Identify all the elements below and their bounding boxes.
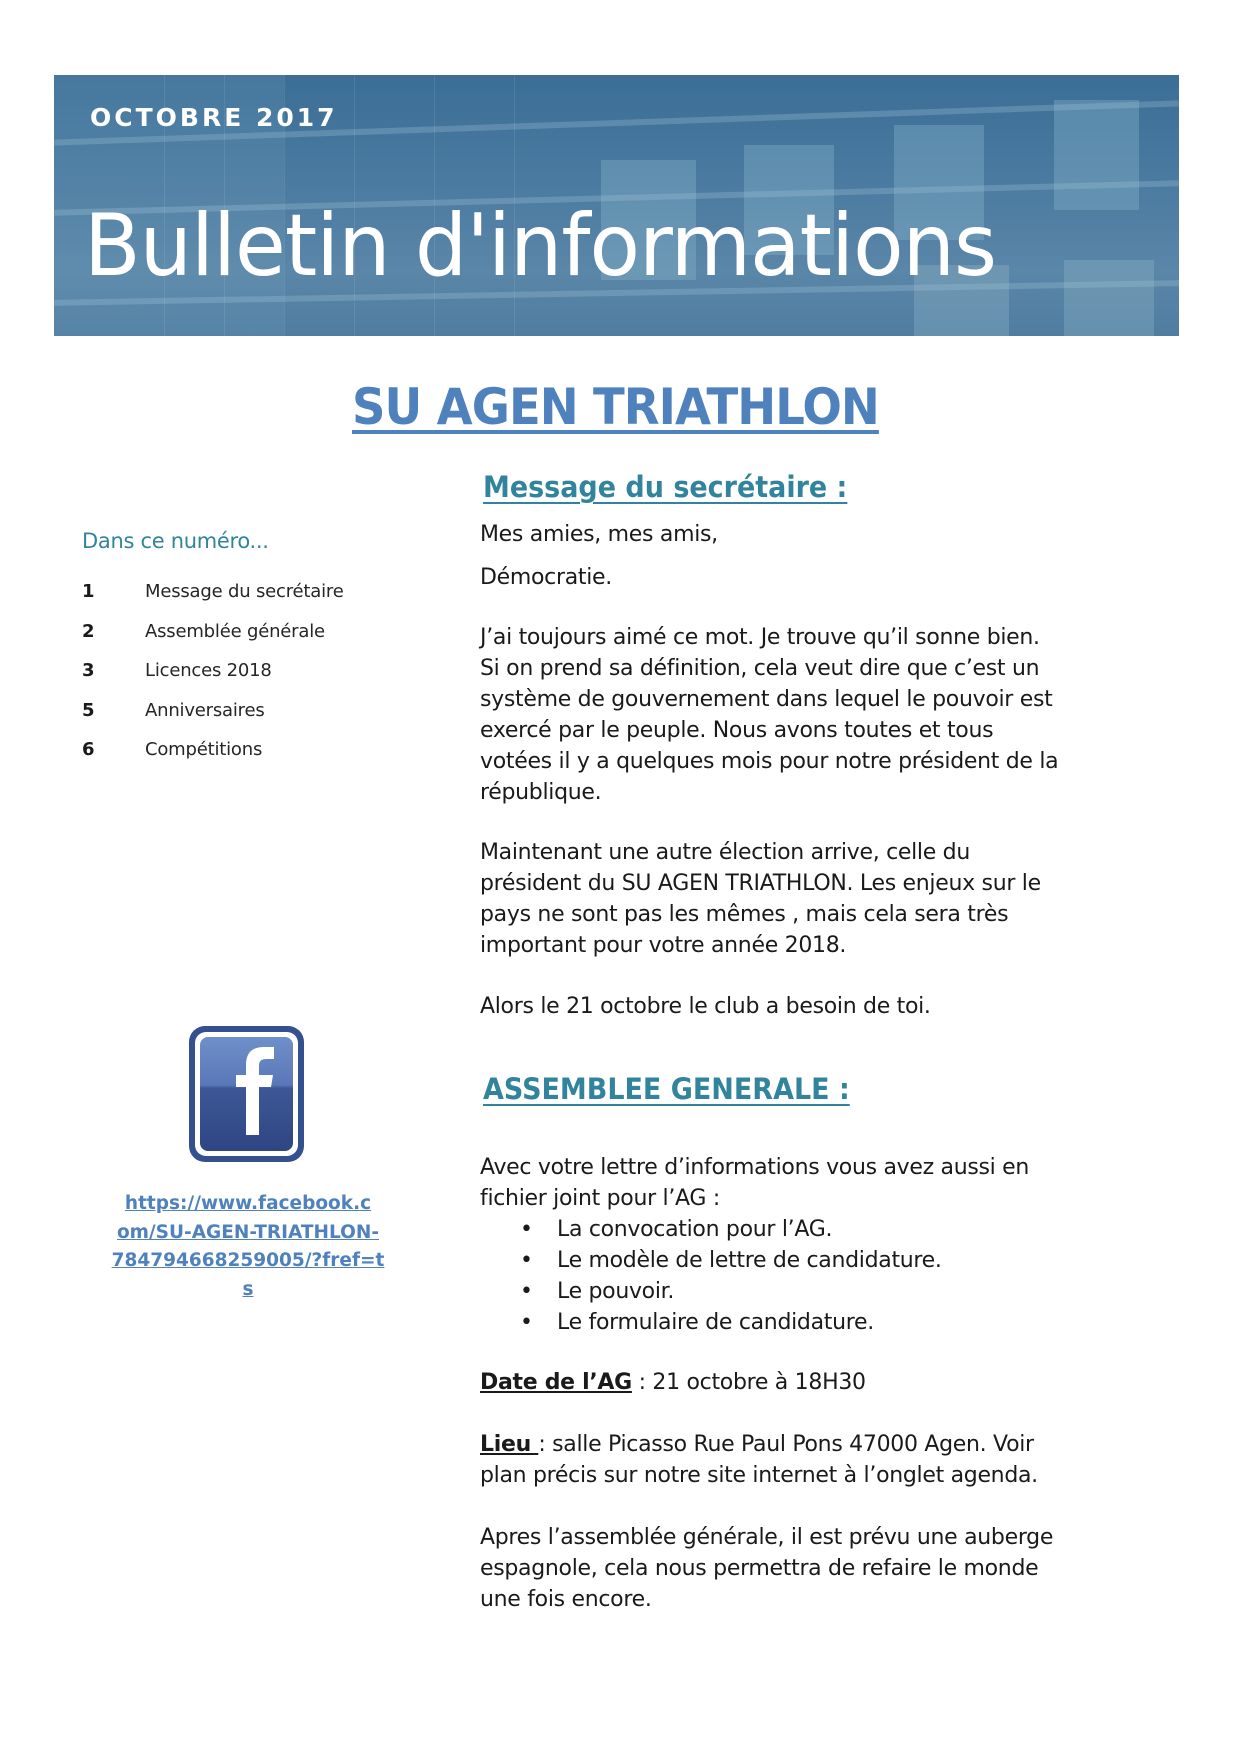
section-heading-message: Message du secrétaire :: [483, 470, 848, 504]
place-value: : salle Picasso Rue Paul Pons 47000 Agen. Voir: [538, 1432, 1034, 1457]
text-line: Alors le 21 octobre le club a besoin de toi.: [480, 994, 931, 1019]
toc-heading: Dans ce numéro...: [82, 529, 269, 553]
toc-item: [82, 612, 344, 652]
toc-item-label: Assemblée générale: [145, 620, 325, 642]
attachment-item: • La convocation pour l’AG.: [480, 1214, 1160, 1245]
toc-item-label: Compétitions: [145, 739, 263, 761]
issue-date: OCTOBRE 2017: [90, 103, 338, 132]
toc-item: [82, 691, 344, 731]
text-line: important pour votre année 2018.: [480, 933, 847, 958]
text-line: espagnole, cela nous permettra de refaire le monde: [480, 1556, 1039, 1581]
toc-page-number: 2: [82, 620, 95, 642]
text-line: votées il y a quelques mois pour notre président de la: [480, 749, 1059, 774]
facebook-link-line[interactable]: 784794668259005/?fref=ts: [111, 1250, 385, 1300]
toc-page-number: 3: [82, 660, 95, 682]
assembly-intro: [480, 1152, 1160, 1338]
place-label: Lieu: [480, 1432, 539, 1457]
assembly-after: [480, 1522, 1160, 1615]
attachments-list: [480, 1214, 1160, 1338]
text-line: Maintenant une autre élection arrive, celle du: [480, 840, 970, 865]
header-banner: [54, 75, 1179, 336]
toc-page-number: 1: [82, 581, 95, 603]
attachment-item: • Le formulaire de candidature.: [480, 1307, 1160, 1338]
keyword: Démocratie.: [480, 565, 612, 590]
toc-item-label: Licences 2018: [145, 660, 272, 682]
date-label: Date de l’AG: [480, 1370, 632, 1395]
facebook-link-line[interactable]: https://www.facebook.c: [124, 1193, 372, 1214]
toc-page-number: 5: [82, 699, 95, 721]
message-paragraph-1: [480, 622, 1160, 808]
attachment-item: • Le modèle de lettre de candidature.: [480, 1245, 1160, 1276]
toc-page-number: 6: [82, 739, 95, 761]
message-closing: [480, 991, 1160, 1022]
text-line: Si on prend sa définition, cela veut dire que c’est un: [480, 656, 1040, 681]
text-line: fichier joint pour l’AG :: [480, 1186, 720, 1211]
text-line: exercé par le peuple. Nous avons toutes et tous: [480, 718, 994, 743]
message-greeting-block: [480, 519, 1160, 550]
text-line: une fois encore.: [480, 1587, 652, 1612]
assembly-date: [480, 1367, 1160, 1398]
text-line: président du SU AGEN TRIATHLON. Les enjeux sur le: [480, 871, 1041, 896]
text-line: système de gouvernement dans lequel le pouvoir est: [480, 687, 1053, 712]
toc-item: [82, 651, 344, 691]
facebook-link-line[interactable]: om/SU-AGEN-TRIATHLON-: [116, 1221, 380, 1243]
facebook-icon[interactable]: [188, 1025, 305, 1163]
toc-item-label: Message du secrétaire: [145, 581, 344, 603]
club-title: SU AGEN TRIATHLON: [352, 378, 879, 436]
message-word-block: [480, 562, 1160, 593]
text-line: Apres l’assemblée générale, il est prévu une auberge: [480, 1525, 1054, 1550]
facebook-page-link[interactable]: [110, 1190, 386, 1304]
date-value: : 21 octobre à 18H30: [631, 1370, 866, 1395]
attachment-item: • Le pouvoir.: [480, 1276, 1160, 1307]
text-line: république.: [480, 780, 602, 805]
toc-item-label: Anniversaires: [145, 699, 265, 721]
toc-item: [82, 730, 344, 770]
greeting: Mes amies, mes amis,: [480, 522, 718, 547]
text-line: Avec votre lettre d’informations vous avez aussi en: [480, 1155, 1030, 1180]
message-paragraph-2: [480, 837, 1160, 961]
table-of-contents: [82, 572, 344, 770]
toc-item: [82, 572, 344, 612]
section-heading-assembly: ASSEMBLEE GENERALE :: [483, 1072, 850, 1106]
bulletin-title: Bulletin d'informations: [84, 196, 997, 296]
text-line: plan précis sur notre site internet à l’onglet agenda.: [480, 1463, 1038, 1488]
assembly-place: [480, 1429, 1160, 1491]
text-line: J’ai toujours aimé ce mot. Je trouve qu’il sonne bien.: [480, 625, 1040, 650]
text-line: pays ne sont pas les mêmes , mais cela sera très: [480, 902, 1009, 927]
